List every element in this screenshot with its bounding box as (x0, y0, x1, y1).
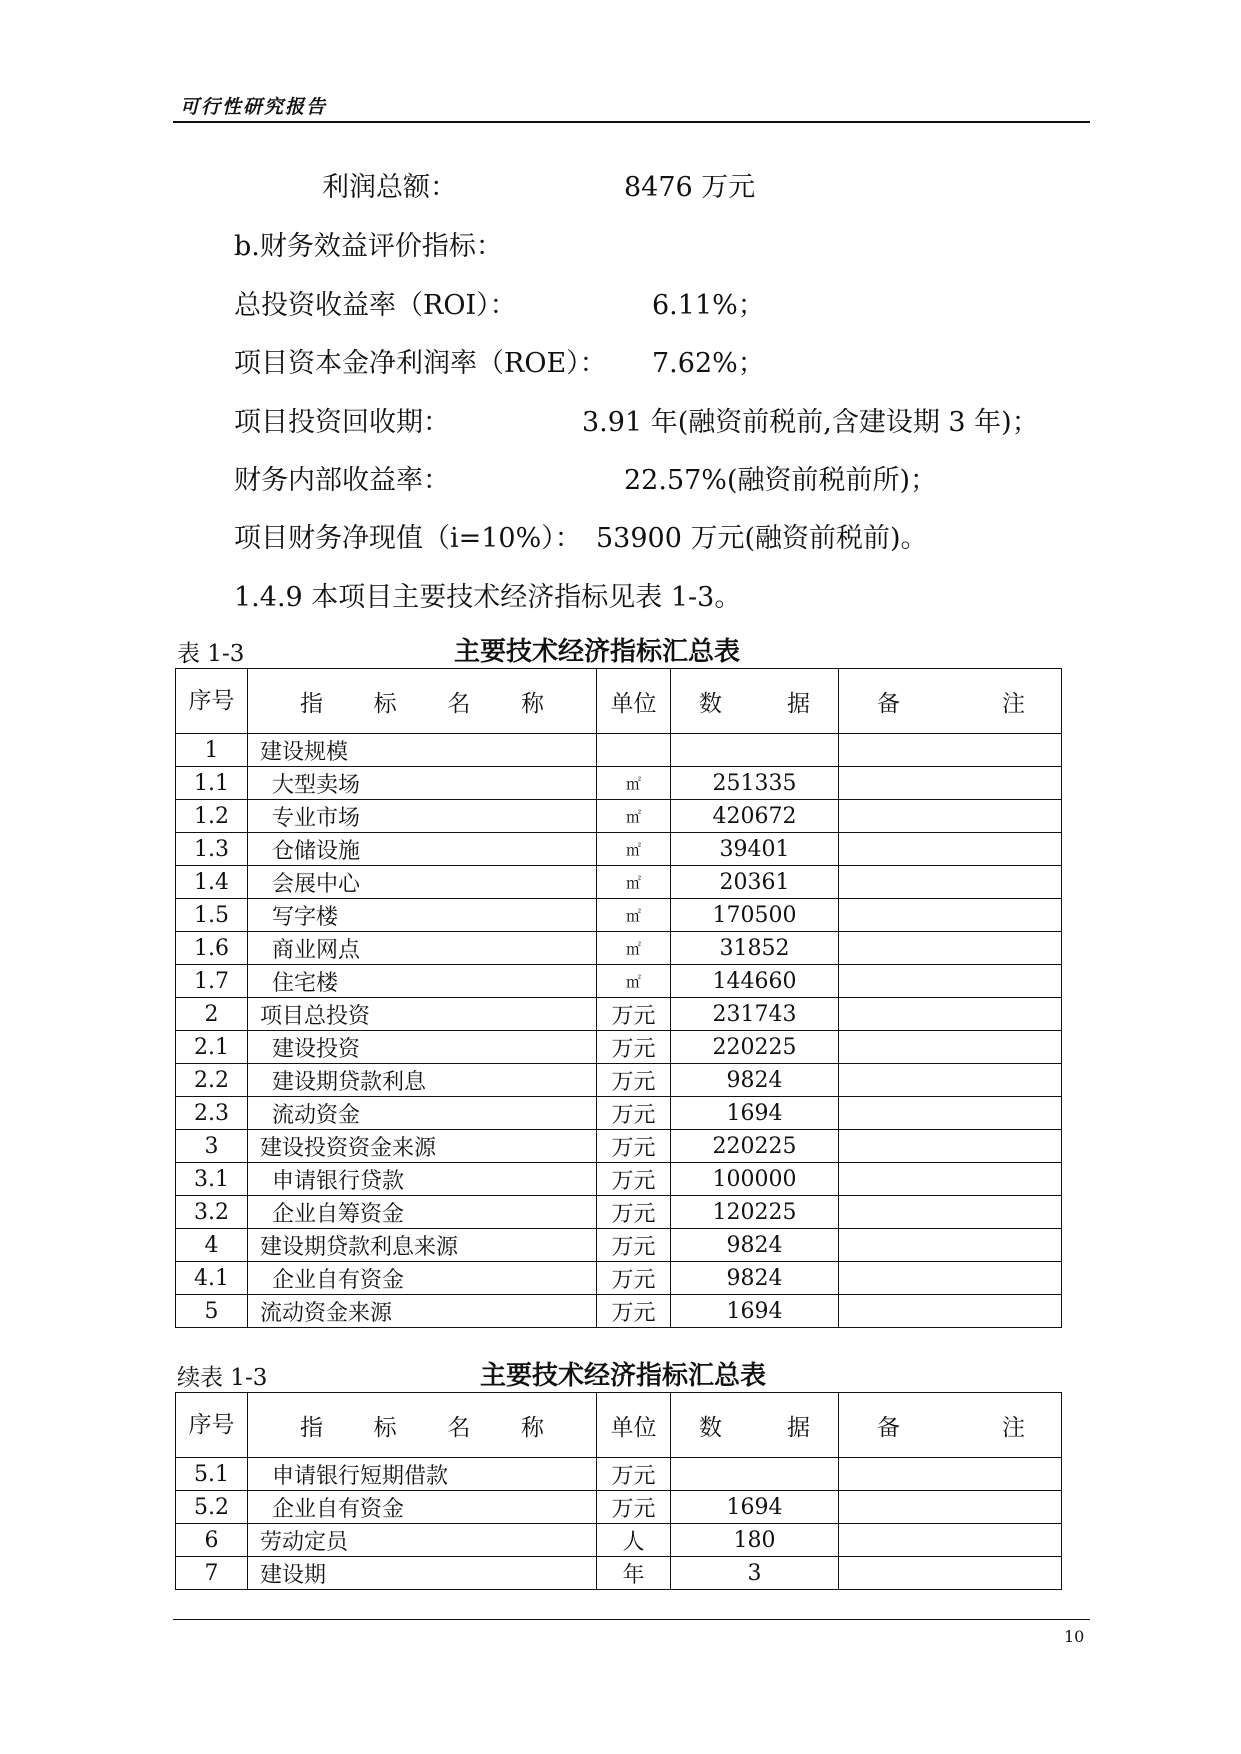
value-cell (671, 734, 839, 767)
remark-cell (839, 1229, 1062, 1262)
table1-header-row (176, 669, 1062, 734)
name-cell: 项目总投资 (248, 998, 597, 1031)
value-cell: 420672 (671, 800, 839, 833)
value-cell: 220225 (671, 1130, 839, 1163)
value-cell: 100000 (671, 1163, 839, 1196)
table2-title: 主要技术经济指标汇总表 (480, 1361, 767, 1391)
table-row (176, 932, 1062, 965)
table-row (176, 1458, 1062, 1491)
value-cell: 170500 (671, 899, 839, 932)
unit-cell: 万元 (597, 1262, 671, 1295)
name-cell: 住宅楼 (248, 965, 597, 998)
name-cell: 建设期贷款利息 (248, 1064, 597, 1097)
seq-cell: 2 (176, 998, 248, 1031)
name-cell: 申请银行短期借款 (248, 1458, 597, 1491)
note-149-text: 1.4.9 本项目主要技术经济指标见表 1-3。 (234, 582, 742, 613)
value-cell: 31852 (671, 932, 839, 965)
seq-cell: 1.7 (176, 965, 248, 998)
table-row (176, 1097, 1062, 1130)
name-cell: 建设投资资金来源 (248, 1130, 597, 1163)
remark-cell (839, 1163, 1062, 1196)
footer-rule (173, 1619, 1090, 1620)
seq-cell: 1.6 (176, 932, 248, 965)
roe-value: 7.62%； (652, 348, 765, 379)
unit-header: 单位 (597, 1393, 671, 1458)
seq-header: 序号 (176, 1393, 248, 1458)
unit-cell: ㎡ (597, 866, 671, 899)
table-row (176, 1163, 1062, 1196)
table2-caption: 续表 1-3 (177, 1365, 268, 1391)
unit-cell: 万元 (597, 1163, 671, 1196)
name-cell: 申请银行贷款 (248, 1163, 597, 1196)
profit-label: 利润总额： (322, 172, 457, 203)
table2-header-row (176, 1393, 1062, 1458)
seq-cell: 6 (176, 1524, 248, 1557)
unit-cell: 万元 (597, 1458, 671, 1491)
table-row (176, 866, 1062, 899)
npv-label: 项目财务净现值（i=10%）： (234, 523, 582, 554)
value-header: 数 据 (671, 1393, 839, 1458)
name-cell: 劳动定员 (248, 1524, 597, 1557)
unit-cell: 万元 (597, 1229, 671, 1262)
value-cell: 1694 (671, 1295, 839, 1328)
remark-cell (839, 734, 1062, 767)
value-cell: 9824 (671, 1064, 839, 1097)
unit-cell: 万元 (597, 1130, 671, 1163)
value-cell: 120225 (671, 1196, 839, 1229)
remark-cell (839, 866, 1062, 899)
unit-cell (597, 734, 671, 767)
name-cell: 建设规模 (248, 734, 597, 767)
remark-cell (839, 965, 1062, 998)
remark-cell (839, 800, 1062, 833)
seq-cell: 4.1 (176, 1262, 248, 1295)
unit-cell: 人 (597, 1524, 671, 1557)
name-cell: 企业自有资金 (248, 1491, 597, 1524)
seq-cell: 3.1 (176, 1163, 248, 1196)
unit-cell: 万元 (597, 1491, 671, 1524)
value-cell: 3 (671, 1557, 839, 1590)
seq-cell: 2.1 (176, 1031, 248, 1064)
remark-cell (839, 833, 1062, 866)
remark-header: 备 注 (839, 1393, 1062, 1458)
seq-cell: 4 (176, 1229, 248, 1262)
remark-cell (839, 1130, 1062, 1163)
name-cell: 企业自筹资金 (248, 1196, 597, 1229)
table-row (176, 833, 1062, 866)
seq-cell: 5.2 (176, 1491, 248, 1524)
unit-cell: 万元 (597, 998, 671, 1031)
seq-cell: 5 (176, 1295, 248, 1328)
remark-cell (839, 767, 1062, 800)
value-cell (671, 1458, 839, 1491)
name-cell: 会展中心 (248, 866, 597, 899)
seq-cell: 1 (176, 734, 248, 767)
report-header-title: 可行性研究报告 (180, 96, 328, 118)
table-row (176, 1229, 1062, 1262)
seq-cell: 5.1 (176, 1458, 248, 1491)
name-cell: 建设期 (248, 1557, 597, 1590)
value-cell: 1694 (671, 1491, 839, 1524)
value-header: 数 据 (671, 669, 839, 734)
name-cell: 企业自有资金 (248, 1262, 597, 1295)
unit-cell: ㎡ (597, 767, 671, 800)
value-cell: 220225 (671, 1031, 839, 1064)
remark-cell (839, 1262, 1062, 1295)
name-cell: 写字楼 (248, 899, 597, 932)
unit-cell: ㎡ (597, 965, 671, 998)
table2 (175, 1392, 1062, 1590)
seq-cell: 7 (176, 1557, 248, 1590)
remark-cell (839, 1064, 1062, 1097)
table-row (176, 1064, 1062, 1097)
name-header: 指 标 名 称 (248, 669, 597, 734)
unit-cell: 万元 (597, 1196, 671, 1229)
seq-cell: 1.1 (176, 767, 248, 800)
value-cell: 39401 (671, 833, 839, 866)
table1-caption: 表 1-3 (177, 641, 245, 667)
seq-cell: 1.3 (176, 833, 248, 866)
table-row (176, 998, 1062, 1031)
unit-cell: 年 (597, 1557, 671, 1590)
unit-cell: 万元 (597, 1295, 671, 1328)
remark-cell (839, 1097, 1062, 1130)
value-cell: 144660 (671, 965, 839, 998)
unit-cell: 万元 (597, 1031, 671, 1064)
table-row (176, 1196, 1062, 1229)
table-row (176, 965, 1062, 998)
section-b-text: b.财务效益评价指标： (234, 231, 503, 262)
remark-cell (839, 1196, 1062, 1229)
remark-cell (839, 899, 1062, 932)
name-cell: 商业网点 (248, 932, 597, 965)
table-row (176, 1031, 1062, 1064)
remark-cell (839, 932, 1062, 965)
payback-label: 项目投资回收期： (234, 407, 450, 438)
payback-value: 3.91 年(融资前税前,含建设期 3 年)； (582, 407, 1039, 438)
unit-header: 单位 (597, 669, 671, 734)
name-cell: 建设投资 (248, 1031, 597, 1064)
table-row (176, 800, 1062, 833)
name-cell: 流动资金 (248, 1097, 597, 1130)
seq-cell: 3.2 (176, 1196, 248, 1229)
roi-label: 总投资收益率（ROI）： (234, 290, 517, 321)
unit-cell: ㎡ (597, 899, 671, 932)
value-cell: 231743 (671, 998, 839, 1031)
remark-cell (839, 1524, 1062, 1557)
unit-cell: ㎡ (597, 932, 671, 965)
table-row (176, 1557, 1062, 1590)
table-row (176, 1262, 1062, 1295)
table-row (176, 1524, 1062, 1557)
page-number: 10 (1064, 1627, 1085, 1646)
roi-value: 6.11%； (652, 290, 765, 321)
remark-cell (839, 998, 1062, 1031)
table1-title: 主要技术经济指标汇总表 (454, 637, 741, 667)
remark-header: 备 注 (839, 669, 1062, 734)
unit-cell: 万元 (597, 1064, 671, 1097)
table-row (176, 1295, 1062, 1328)
value-cell: 251335 (671, 767, 839, 800)
remark-cell (839, 1491, 1062, 1524)
table-row (176, 767, 1062, 800)
name-cell: 建设期贷款利息来源 (248, 1229, 597, 1262)
irr-label: 财务内部收益率： (234, 465, 450, 496)
unit-cell: ㎡ (597, 800, 671, 833)
seq-cell: 3 (176, 1130, 248, 1163)
irr-value: 22.57%(融资前税前所)； (624, 465, 938, 496)
seq-cell: 2.3 (176, 1097, 248, 1130)
value-cell: 9824 (671, 1229, 839, 1262)
table-row (176, 899, 1062, 932)
remark-cell (839, 1557, 1062, 1590)
remark-cell (839, 1031, 1062, 1064)
name-cell: 流动资金来源 (248, 1295, 597, 1328)
name-cell: 专业市场 (248, 800, 597, 833)
seq-header: 序号 (176, 669, 248, 734)
unit-cell: ㎡ (597, 833, 671, 866)
table1 (175, 668, 1062, 1328)
profit-value: 8476 万元 (624, 172, 756, 203)
seq-cell: 1.2 (176, 800, 248, 833)
name-header: 指 标 名 称 (248, 1393, 597, 1458)
seq-cell: 1.5 (176, 899, 248, 932)
npv-value: 53900 万元(融资前税前)。 (596, 523, 928, 554)
seq-cell: 2.2 (176, 1064, 248, 1097)
name-cell: 大型卖场 (248, 767, 597, 800)
name-cell: 仓储设施 (248, 833, 597, 866)
seq-cell: 1.4 (176, 866, 248, 899)
table-row (176, 1491, 1062, 1524)
unit-cell: 万元 (597, 1097, 671, 1130)
roe-label: 项目资本金净利润率（ROE）： (234, 348, 607, 379)
value-cell: 20361 (671, 866, 839, 899)
value-cell: 9824 (671, 1262, 839, 1295)
table-row (176, 734, 1062, 767)
value-cell: 180 (671, 1524, 839, 1557)
header-rule (173, 121, 1090, 123)
value-cell: 1694 (671, 1097, 839, 1130)
remark-cell (839, 1295, 1062, 1328)
table-row (176, 1130, 1062, 1163)
remark-cell (839, 1458, 1062, 1491)
